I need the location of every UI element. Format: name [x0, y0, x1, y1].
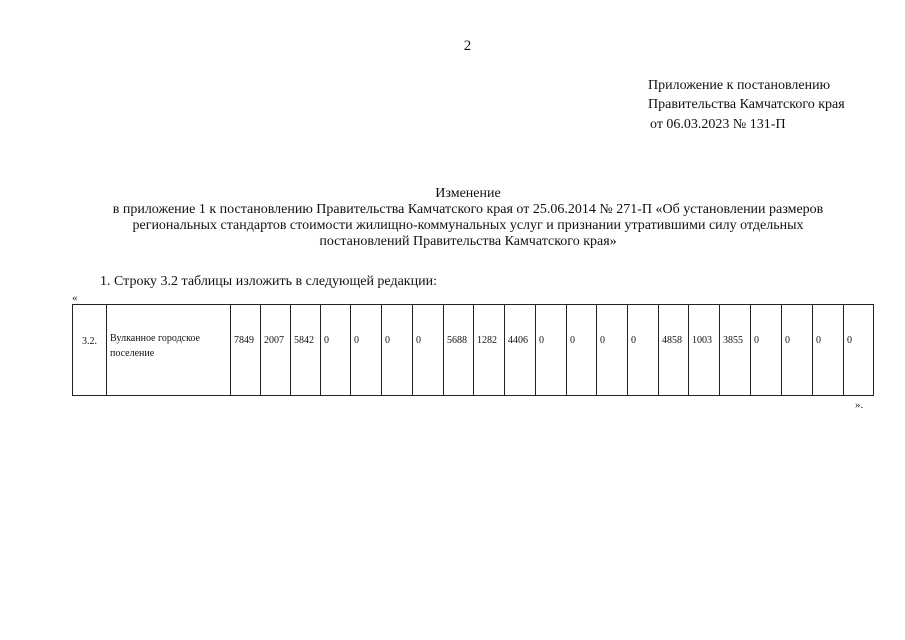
open-quote: « [72, 292, 78, 304]
row-number-cell: 3.2. [73, 305, 107, 396]
appendix-line-1: Приложение к постановлению [648, 78, 831, 93]
title-line-2: в приложение 1 к постановлению Правительства Камчатского края от 25.06.2014 № 271-П «Об установлении размеров [112, 202, 824, 217]
close-quote: ». [855, 399, 864, 411]
appendix-header [648, 76, 845, 134]
value-cell: 5842 [291, 305, 321, 396]
value-cell: 4858 [659, 305, 689, 396]
value-cell: 0 [751, 305, 782, 396]
value-cell: 0 [813, 305, 844, 396]
value-cell: 2007 [261, 305, 291, 396]
appendix-date-line: от 06.03.2023 № 131-П [650, 117, 786, 132]
value-cell: 0 [321, 305, 351, 396]
value-cell: 1003 [689, 305, 720, 396]
value-cell: 4406 [505, 305, 536, 396]
title-line-1: Изменение [435, 186, 501, 201]
value-cell: 7849 [231, 305, 261, 396]
value-cell: 0 [844, 305, 874, 396]
value-cell: 0 [628, 305, 659, 396]
settlement-name-cell: Вулканное городское поселение [107, 305, 231, 396]
document-title [70, 186, 866, 250]
value-cell: 0 [413, 305, 444, 396]
value-cell: 0 [567, 305, 597, 396]
instruction-text: 1. Строку 3.2 таблицы изложить в следующей редакции: [100, 274, 437, 289]
amendment-table [72, 304, 874, 396]
value-cell: 0 [597, 305, 628, 396]
value-cell: 3855 [720, 305, 751, 396]
title-line-3: региональных стандартов стоимости жилищно-коммунальных услуг и признании утратившими силу отдельных [132, 218, 804, 233]
value-cell: 0 [351, 305, 382, 396]
value-cell: 0 [382, 305, 413, 396]
value-cell: 0 [536, 305, 567, 396]
table-row [73, 305, 874, 396]
value-cell: 1282 [474, 305, 505, 396]
appendix-line-2: Правительства Камчатского края [648, 97, 845, 112]
value-cell: 5688 [444, 305, 474, 396]
title-line-4: постановлений Правительства Камчатского края» [319, 234, 617, 249]
value-cell: 0 [782, 305, 813, 396]
page-number: 2 [463, 38, 472, 54]
